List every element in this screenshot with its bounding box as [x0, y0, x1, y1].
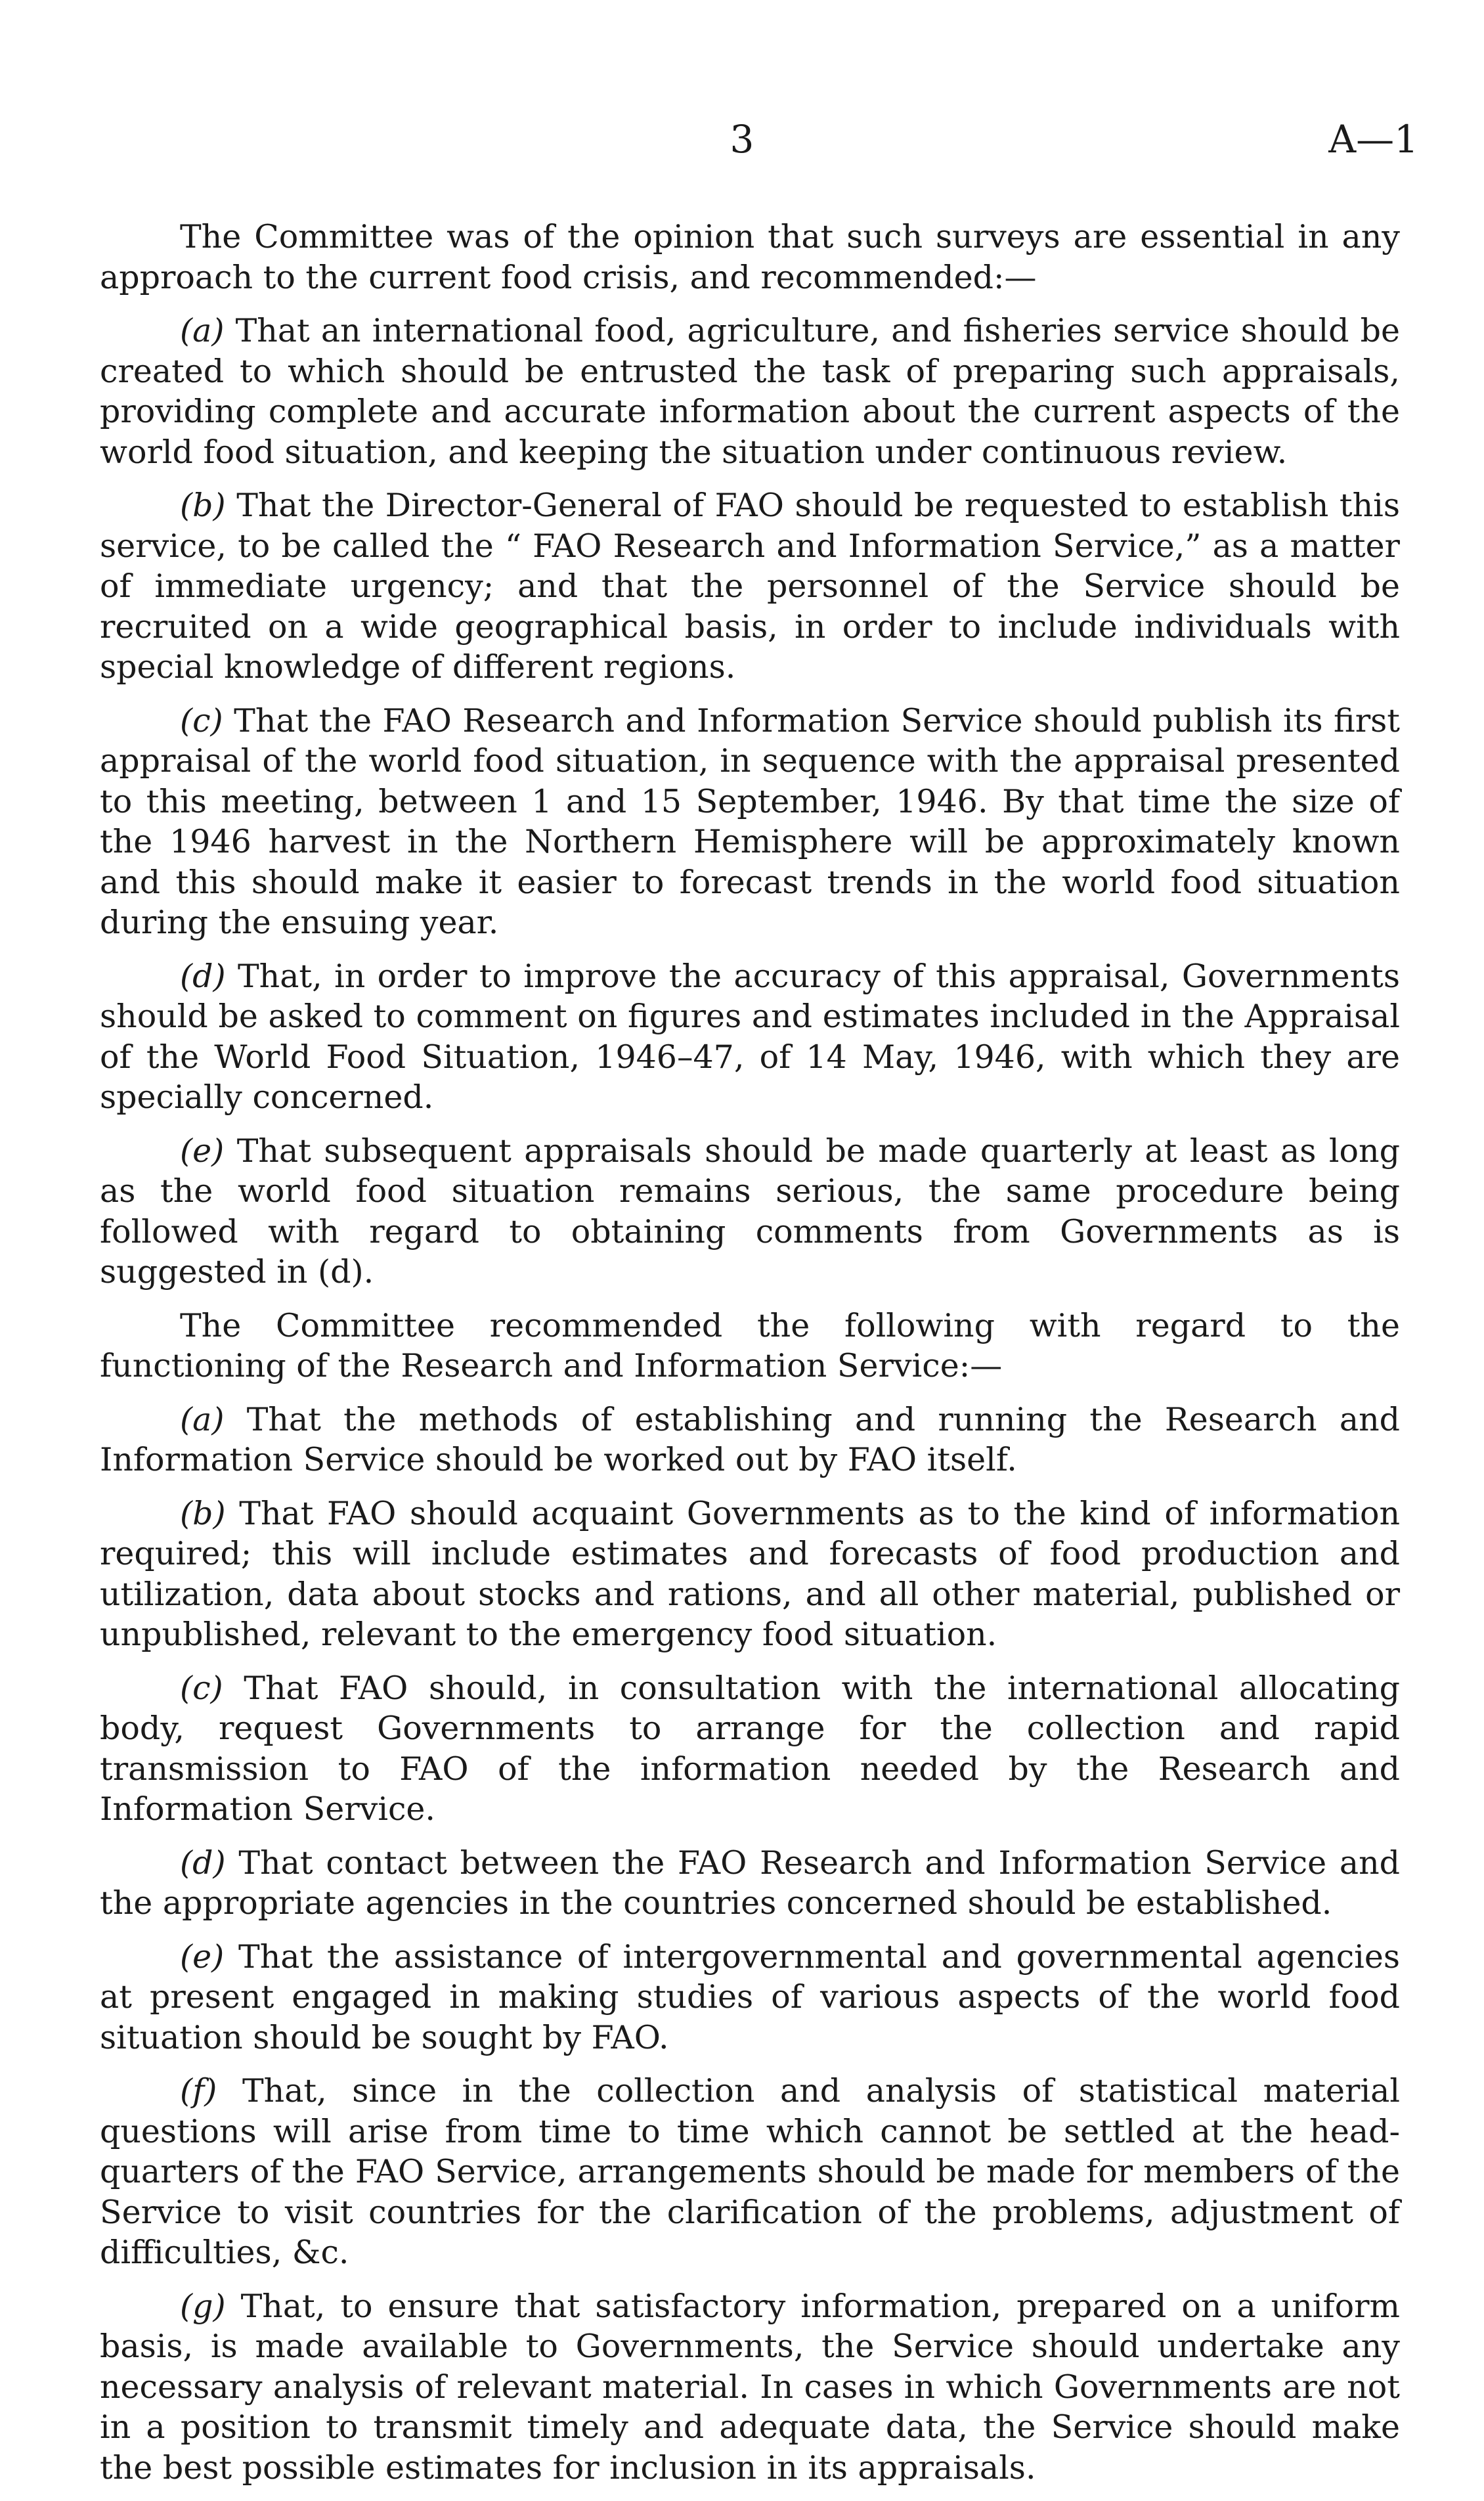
item-label: (e): [180, 1132, 225, 1170]
item-label: (d): [180, 1844, 226, 1882]
item-text: That contact between the FAO Research and Information Service and the appropriate agencies in the countries concerned should be established.: [100, 1844, 1400, 1922]
item-text: That FAO should, in consultation with the international allocating body, request Governments to arrange for the collection and rapid transmission to FAO of the information needed by the Research and Information Service.: [100, 1669, 1400, 1828]
document-body: [100, 217, 1400, 2501]
item-label: (a): [180, 1400, 225, 1438]
recommendation-e: [100, 1131, 1400, 1293]
item-text: That, since in the collection and analysis of statistical material questions will arise from time to time which cannot be settled at the headquarters of the FAO Service, arrangements should be made for members of the Service to visit countries for the clarification of the problems, adjustment of difficulties, &c.: [100, 2072, 1400, 2271]
item-text: That an international food, agriculture, and fisheries service should be created to which should be entrusted the task of preparing such appraisals, providing complete and accurate information about the current aspects of the world food situation, and keeping the situation under continuous review.: [100, 312, 1400, 471]
item-label: (g): [180, 2287, 226, 2325]
item-label: (f): [180, 2072, 217, 2110]
recommendation-c: [100, 701, 1400, 943]
recommendation-b: [100, 485, 1400, 688]
item-text: That, to ensure that satisfactory information, prepared on a uniform basis, is made available to Governments, the Service should undertake any necessary analysis of relevant material. In cases in which Governments are not in a position to transmit timely and adequate data, the Service should make the best possible estimates for inclusion in its appraisals.: [100, 2287, 1400, 2487]
item-label: (b): [180, 487, 226, 524]
functioning-g: [100, 2286, 1400, 2489]
recommendation-a: [100, 311, 1400, 472]
functioning-b: [100, 1494, 1400, 1655]
functioning-d: [100, 1843, 1400, 1924]
item-text: That, in order to improve the accuracy of this appraisal, Governments should be asked to comment on figures and estimates included in the Appraisal of the World Food Situation, 1946–47, of 14 May, 1946, with which they are specially concerned.: [100, 957, 1400, 1116]
paragraph-functioning: The Committee recommended the following with regard to the functioning of the Research and Information Service:—: [100, 1306, 1400, 1384]
functioning-e: [100, 1937, 1400, 2058]
item-text: That the assistance of intergovernmental and governmental agencies at present engaged in making studies of various aspects of the world food situation should be sought by FAO.: [100, 1937, 1400, 2056]
page-number: 3: [730, 117, 754, 162]
item-label: (e): [180, 1937, 225, 1976]
item-text: That the FAO Research and Information Service should publish its first appraisal of the world food situation, in sequence with the appraisal presented to this meeting, between 1 and 15 September, 1946. By that time the size of the 1946 harvest in the Northern Hemisphere will be approximately known and this should make it easier to forecast trends in the world food situation during the ensuing year.: [100, 701, 1400, 941]
item-label: (b): [180, 1494, 226, 1532]
item-text: That the Director-General of FAO should be requested to establish this service, to be called the “ FAO Research and Information Service,” as a matter of immediate urgency; and that the personnel of the Service should be recruited on a wide geographical basis, in order to include individuals with special knowledge of different regions.: [100, 487, 1400, 686]
functioning-a: [100, 1400, 1400, 1480]
page-reference: A—1: [1328, 117, 1418, 162]
page-header: [0, 117, 1484, 176]
item-label: (d): [180, 957, 226, 995]
item-label: (a): [180, 312, 225, 349]
functioning-f: [100, 2071, 1400, 2273]
item-text: That subsequent appraisals should be made quarterly at least as long as the world food situation remains serious, the same procedure being followed with regard to obtaining comments from Governments as is suggested in (d).: [100, 1132, 1400, 1291]
item-label: (c): [180, 1669, 223, 1707]
item-text: That FAO should acquaint Governments as to the kind of information required; this will include estimates and forecasts of food production and utilization, data about stocks and rations, and all other material, published or unpublished, relevant to the emergency food situation.: [100, 1494, 1400, 1653]
functioning-c: [100, 1668, 1400, 1830]
item-label: (c): [180, 701, 223, 740]
paragraph-intro: The Committee was of the opinion that such surveys are essential in any approach to the current food crisis, and recommended:—: [100, 218, 1400, 296]
recommendation-d: [100, 956, 1400, 1118]
item-text: That the methods of establishing and running the Research and Information Service should be worked out by FAO itself.: [100, 1400, 1400, 1478]
